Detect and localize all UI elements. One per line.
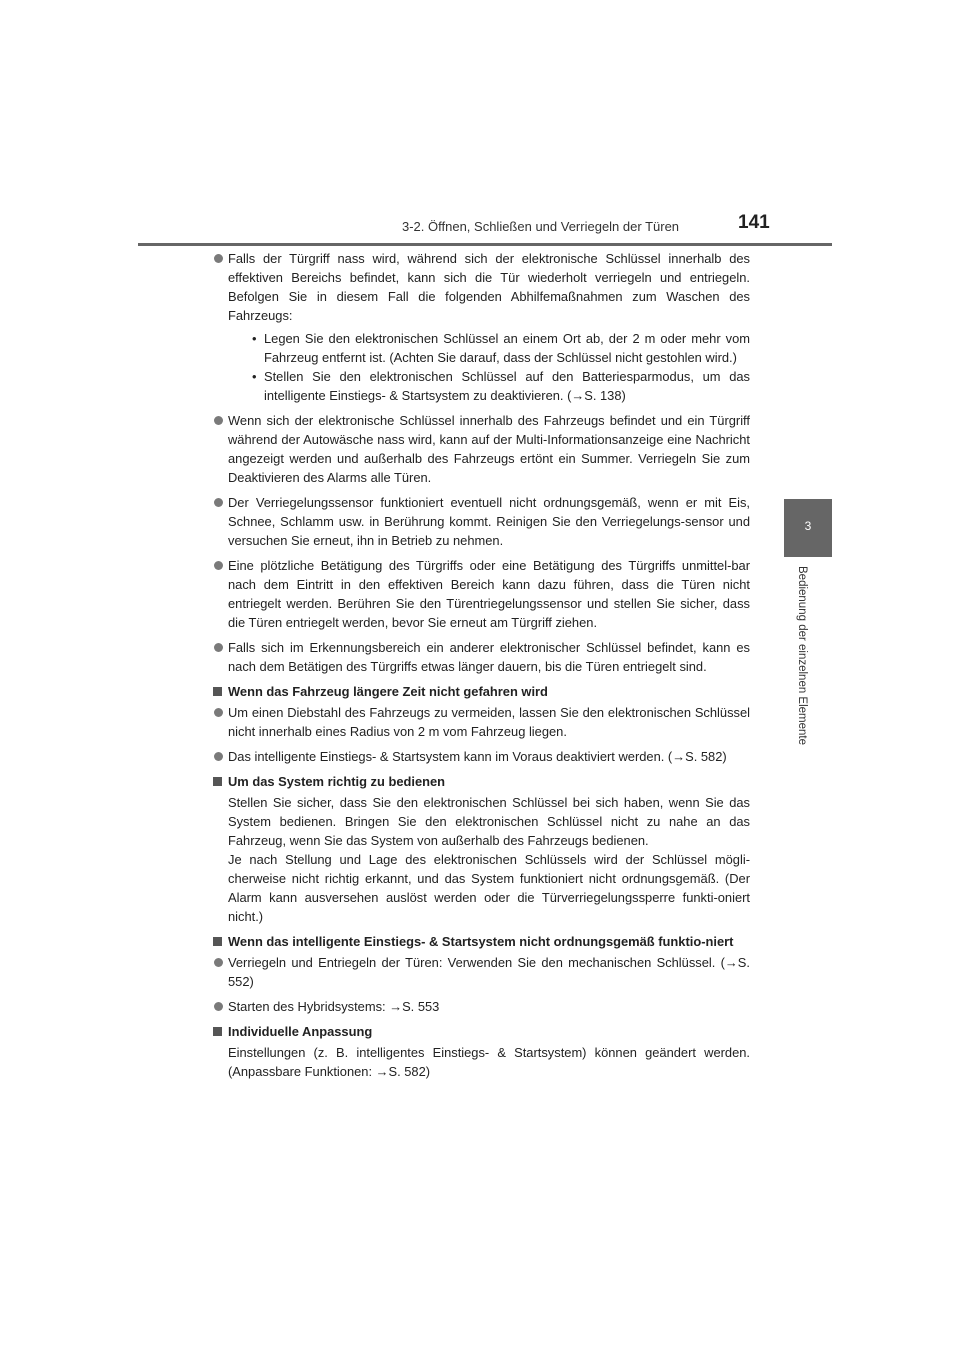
chapter-side-label-text: Bedienung der einzelnen Elemente [796, 566, 808, 746]
heading-square-icon [213, 687, 222, 696]
page-number: 141 [738, 212, 770, 233]
list-item [210, 997, 750, 1016]
list-item-text: Falls sich im Erkennungsbereich ein anderer elektronischer Schlüssel befindet, kann es nach dem Betätigen des Türgriffs etwas länger dauern, bis die Türen entriegelt sind. [228, 640, 750, 674]
section-heading-text: Individuelle Anpassung [228, 1024, 373, 1039]
list-item [210, 493, 750, 550]
section-header: 3-2. Öffnen, Schließen und Verriegeln der Türen [402, 219, 680, 234]
bullet-dot-icon [214, 708, 223, 717]
list-item [210, 249, 750, 405]
sub-list-item [228, 367, 750, 405]
page-content [210, 249, 750, 1087]
list-item [210, 638, 750, 676]
heading-square-icon [213, 937, 222, 946]
section-heading-text: Um das System richtig zu bedienen [228, 774, 446, 789]
list-item-text: Das intelligente Einstiegs- & Startsystem kann im Voraus deaktiviert werden. (→S. 582) [228, 749, 727, 764]
list-item-text: Wenn sich der elektronische Schlüssel innerhalb des Fahrzeugs befindet und ein Türgriff während der Autowäsche nass wird, kann auf der Multi-Informationsanzeige eine Nachricht angezeigt werden und außerhalb des Fahrzeugs ertönt ein Summer. Verriegeln Sie zum Deaktivieren des Alarms alle Türen. [228, 413, 750, 485]
heading-square-icon [213, 1027, 222, 1036]
sub-list-item-text: Legen Sie den elektronischen Schlüssel an einem Ort ab, der 2 m oder mehr vom Fahrzeug entfernt ist. (Achten Sie darauf, dass der Schlüssel nicht gestohlen wird.) [264, 331, 750, 365]
sub-bullet-icon: • [252, 331, 257, 346]
bullet-dot-icon [214, 416, 223, 425]
list-item-text: Falls der Türgriff nass wird, während sich der elektronische Schlüssel innerhalb des effektiven Bereichs befindet, kann sich die Tür wiederholt verriegeln und entriegeln. Befolgen Sie in diesem Fall die folgenden Abhilfemaßnahmen zum Waschen des Fahrzeugs: [228, 251, 750, 323]
chapter-tab [784, 499, 832, 557]
bullet-dot-icon [214, 958, 223, 967]
section-heading-text: Wenn das intelligente Einstiegs- & Startsystem nicht ordnungsgemäß funktio-niert [228, 934, 734, 949]
section-heading [210, 1022, 750, 1041]
bullet-dot-icon [214, 561, 223, 570]
section-heading-text: Wenn das Fahrzeug längere Zeit nicht gefahren wird [228, 684, 548, 699]
bullet-dot-icon [214, 254, 223, 263]
section-heading [210, 682, 750, 701]
paragraph-text: Stellen Sie sicher, dass Sie den elektronischen Schlüssel bei sich haben, wenn Sie das System bedienen. Bringen Sie den elektronischen Schlüssel nicht zu nahe an das Fahrzeug, wenn Sie das System von außerhalb des Fahrzeugs bedienen. [228, 795, 750, 848]
bullet-dot-icon [214, 498, 223, 507]
paragraph [210, 793, 750, 926]
sub-list [228, 329, 750, 405]
bullet-dot-icon [214, 1002, 223, 1011]
chapter-side-label [788, 566, 812, 766]
bullet-dot-icon [214, 643, 223, 652]
sub-list-item [228, 329, 750, 367]
section-heading [210, 932, 750, 951]
list-item-text: Verriegeln und Entriegeln der Türen: Verwenden Sie den mechanischen Schlüssel. (→S. 552) [228, 955, 750, 989]
list-item-text: Um einen Diebstahl des Fahrzeugs zu vermeiden, lassen Sie den elektronischen Schlüssel nicht innerhalb eines Radius von 2 m vom Fahrzeug liegen. [228, 705, 750, 739]
chapter-tab-number: 3 [804, 519, 812, 533]
sub-list-item-text: Stellen Sie den elektronischen Schlüssel auf den Batteriesparmodus, um das intelligente Einstiegs- & Startsystem zu deaktivieren. (→S. 138) [264, 369, 750, 403]
section-heading [210, 772, 750, 791]
list-item [210, 556, 750, 632]
paragraph [210, 1043, 750, 1081]
list-item [210, 411, 750, 487]
bullet-dot-icon [214, 752, 223, 761]
list-item [210, 703, 750, 741]
list-item-text: Starten des Hybridsystems: →S. 553 [228, 999, 440, 1014]
list-item [210, 953, 750, 991]
header-divider [138, 243, 832, 246]
list-item [210, 747, 750, 766]
list-item-text: Eine plötzliche Betätigung des Türgriffs oder eine Betätigung des Türgriffs unmittel-bar nach dem Eintritt in den effektiven Bereich kann dazu führen, dass die Türen nicht entriegelt werden. Berühren Sie den Türentriegelungssensor und stellen Sie sicher, dass die Türen entriegelt werden, bevor Sie erneut am Türgriff ziehen. [228, 558, 750, 630]
paragraph-text: Je nach Stellung und Lage des elektronischen Schlüssels wird der Schlüssel mögli-cherweise nicht richtig erkannt, und das System funktioniert nicht ordnungsgemäß. (Der Alarm kann ausversehen auslöst werden oder die Türverriegelungssperre funkti-oniert nicht.) [228, 852, 750, 924]
list-item-text: Der Verriegelungssensor funktioniert eventuell nicht ordnungsgemäß, wenn er mit Eis, Schnee, Schlamm usw. in Berührung kommt. Reinigen Sie den Verriegelungs-sensor und versuchen Sie erneut, ihn in Betrieb zu nehmen. [228, 495, 750, 548]
heading-square-icon [213, 777, 222, 786]
sub-bullet-icon: • [252, 369, 257, 384]
paragraph-text: Einstellungen (z. B. intelligentes Einstiegs- & Startsystem) können geändert werden. (Anpassbare Funktionen: →S. 582) [228, 1045, 750, 1079]
